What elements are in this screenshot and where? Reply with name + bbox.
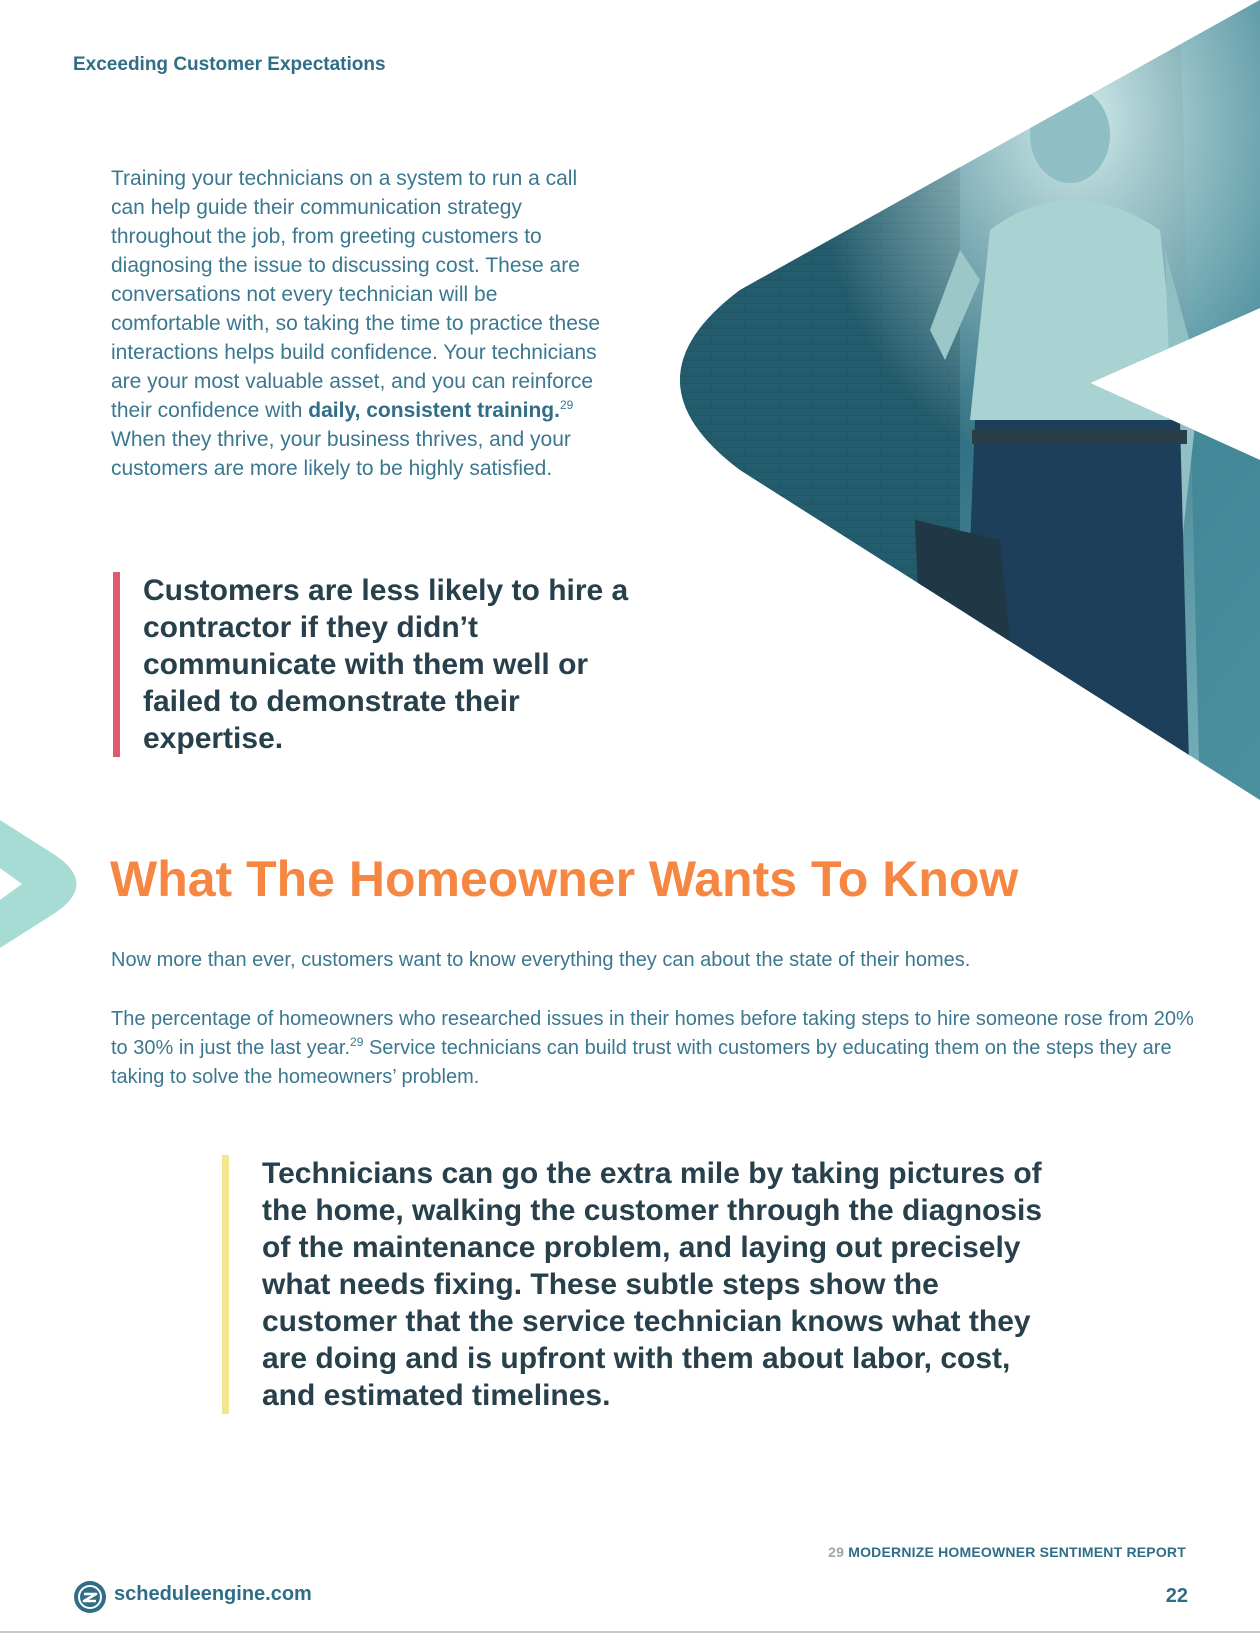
intro-paragraph [111,164,611,483]
intro-text-part1: Training your technicians on a system to run a call can help guide their communication strategy throughout the job, from greeting customers to diagnosing the issue to discussing cost. These are conversations not every technician will be comfortable with, so taking the time to practice these interactions helps build confidence. Your technicians are your most valuable asset, and you can reinforce their confidence with [111,167,601,422]
page-number: 22 [1165,1585,1188,1607]
intro-text-part2: When they thrive, your business thrives, and your customers are more likely to be highly satisfied. [111,428,571,480]
paragraph-2-part1: The percentage of homeowners who researched issues in their homes before taking steps to hire someone rose from 20% to 30% in just the last year. [111,1008,1194,1059]
website-link[interactable]: scheduleengine.com [114,1583,312,1605]
section-paragraph-1: Now more than ever, customers want to know everything they can about the state of their homes. [111,949,971,971]
schedule-engine-logo-icon [74,1581,106,1613]
footnote-ref: 29 [350,1035,364,1049]
footnote [828,1544,1186,1560]
chevron-arrow-icon [0,820,92,948]
technician-hero-image [660,0,1260,800]
pull-quote-customers: Customers are less likely to hire a contractor if they didn’t communicate with them well or failed to demonstrate their expertise. [113,572,643,757]
intro-text-bold: daily, consistent training. [308,399,560,422]
footnote-number: 29 [828,1544,845,1560]
page-bottom-divider [0,1631,1260,1633]
running-header: Exceeding Customer Expectations [73,54,386,75]
pull-quote-technicians: Technicians can go the extra mile by taking pictures of the home, walking the customer through the diagnosis of the maintenance problem, and laying out precisely what needs fixing. These subtle steps show the customer that the service technician knows what they are doing and is upfront with them about labor, cost, and estimated timelines. [222,1155,1062,1414]
paragraph-2-part2: Service technicians can build trust with customers by educating them on the steps they are taking to solve the homeowners’ problem. [111,1037,1172,1088]
footnote-text: MODERNIZE HOMEOWNER SENTIMENT REPORT [848,1544,1186,1560]
section-paragraph-2 [111,1005,1201,1092]
footnote-ref: 29 [559,398,574,412]
section-title: What The Homeowner Wants To Know [110,851,1019,907]
